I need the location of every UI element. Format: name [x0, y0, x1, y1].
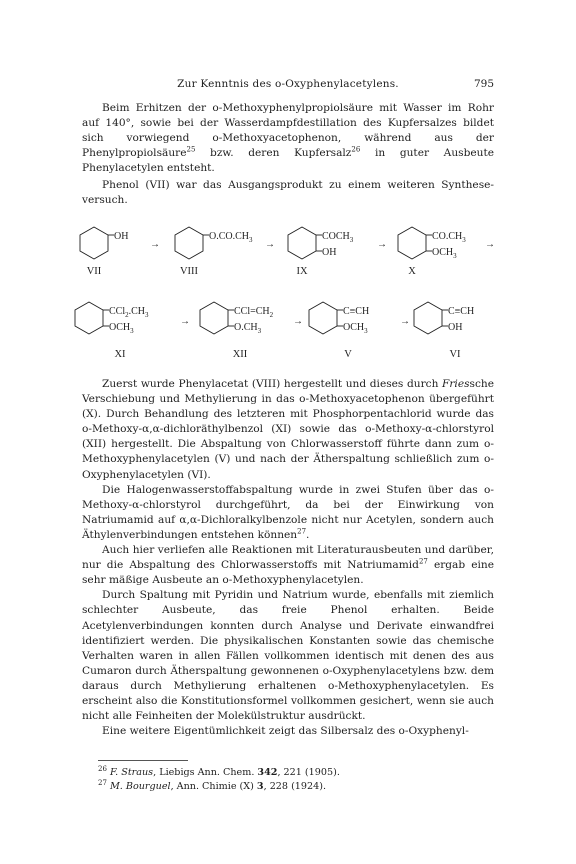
paragraph-2-text: Phenol (VII) war das Ausgangsprodukt zu einem weiteren Synthese-versuch.: [82, 179, 494, 207]
subscript: 2: [125, 311, 129, 319]
compound-label: VIII: [179, 266, 199, 277]
substituent: O.CH: [234, 322, 258, 333]
footnote-text: , Ann. Chimie (X): [170, 781, 257, 792]
subscript: 3: [349, 236, 354, 244]
paragraph-1-text: Beim Erhitzen der o-Methoxyphenylpropiolsäure mit Wasser im Rohr auf 140°, sowie bei der Wasserdampfdestillation des Kupfersalzes bildet sich vorwiegend o-Methoxyacetophenon, während aus der Phenylpropiolsäure: [82, 102, 494, 160]
footnotes: [82, 766, 494, 794]
reaction-arrow: →: [150, 239, 160, 250]
footnote-ref: 27: [418, 557, 428, 566]
substituent: O.CO.CH: [209, 231, 250, 242]
compound-label: VII: [86, 266, 102, 277]
paragraph-1-mid: bzw. deren Kupfersalz: [195, 147, 352, 160]
footnote-text: , Liebigs Ann. Chem.: [153, 767, 258, 778]
reaction-arrow: →: [180, 316, 190, 327]
svg-text:OCH3: [432, 247, 457, 260]
compound-XII: [200, 302, 274, 360]
paragraph-4: [82, 483, 494, 543]
subscript: 3: [130, 327, 134, 335]
footnote: [82, 780, 494, 794]
substituent: CCl: [109, 306, 126, 317]
compound-IX: [288, 227, 354, 277]
footnote-author: F. Straus: [109, 767, 154, 778]
paragraph-4-text: Die Halogenwasserstoffabspaltung wurde in zwei Stufen über das o-Methoxy-α-chlorstyrol durchgeführt, da bei der Einwirkung von Natriumamid auf α,α-Dichloralkylbenzole nicht nur Acetylen, sondern auch Äthylenverbindungen entstehen können: [82, 483, 494, 541]
reaction-arrow: →: [293, 316, 303, 327]
reaction-arrow: →: [485, 239, 495, 250]
compound-label: XI: [114, 349, 126, 360]
page-number: 795: [473, 78, 494, 90]
footnote-number: 26: [98, 764, 107, 773]
compound-VIII: [175, 227, 253, 277]
reaction-arrow: →: [377, 239, 387, 250]
substituent: COCH: [322, 231, 350, 242]
name-fries: Fries: [442, 378, 470, 390]
compound-label: IX: [296, 266, 308, 277]
subscript: 3: [145, 311, 149, 319]
paragraph-4-end: .: [306, 528, 310, 541]
svg-text:OCH3: [109, 322, 134, 335]
substituent: OCH: [432, 247, 454, 258]
paragraph-1-end: in guter Ausbeute Phenylacetylen entsteht.: [82, 147, 494, 175]
paragraph-3-text: Zuerst wurde Phenylacetat (VIII) hergestellt und dieses durch: [102, 378, 443, 390]
compound-V: [309, 302, 369, 360]
main-text: [82, 377, 494, 739]
footnote: [82, 766, 494, 780]
subscript: 3: [364, 327, 368, 335]
paragraph-3: [82, 377, 494, 483]
substituent: OCH: [109, 322, 131, 333]
paragraph-6: Durch Spaltung mit Pyridin und Natrium wurde, ebenfalls mit ziemlich schlechter Ausbeute, das freie Phenol erhalten. Beide Acetylenverbindungen konnten durch Analyse und Derivate einwandfrei identifiziert werden. Die physikalischen Konstanten sowie das chemische Verhalten waren in allen Fällen vollkommen identisch mit denen des aus Cumaron durch Ätherspaltung gewonnenen o-Oxyphenylacetylens bzw. dem daraus durch Methylierung erhaltenen o-Methoxyphenylacetylen. Es erscheint also die Konstitutionsformel vollkommen gesichert, wenn sie auch nicht alle Feinheiten der Molekülstruktur ausdrückt.: [82, 589, 494, 723]
compound-VII: [80, 227, 128, 277]
svg-text:O.CO.CH3: [209, 231, 253, 244]
compound-label: XII: [232, 349, 248, 360]
footnote-volume: 342: [257, 767, 278, 778]
paragraph-2: [82, 178, 494, 208]
footnote-volume: 3: [256, 781, 264, 792]
reaction-arrow: →: [265, 239, 275, 250]
footnote-text: , 221 (1905).: [277, 767, 340, 778]
page-header: [82, 78, 494, 94]
svg-text:CO.CH3: [432, 231, 466, 244]
compound-label: VI: [449, 349, 461, 360]
substituent: C≡CH: [343, 306, 370, 317]
svg-text:COCH3: [322, 231, 354, 244]
substituent: OH: [114, 231, 129, 242]
compound-XI: [75, 302, 149, 360]
svg-text:OCH3: [343, 322, 368, 335]
svg-text:O.CH3: [234, 322, 262, 335]
paragraph-5-rest: ergab eine sehr mäßige Ausbeute an o-Methoxyphenylacetylen.: [82, 559, 494, 587]
footnote-author: M. Bourguel: [109, 781, 171, 792]
paragraph-5: [82, 543, 494, 588]
reaction-scheme: [0, 212, 576, 382]
substituent: C≡CH: [448, 306, 475, 317]
footnote-number: 27: [98, 778, 107, 787]
subscript: 2: [269, 311, 274, 319]
paragraph-5-text: Auch hier verliefen alle Reaktionen mit Literaturausbeuten und darüber, nur die Abspaltung des Chlorwasserstoffs mit Natriumamid: [82, 544, 494, 572]
subscript: 3: [249, 236, 253, 244]
paragraph-7: Eine weitere Eigentümlichkeit zeigt das Silbersalz des o-Oxyphenyl-: [102, 725, 469, 738]
substituent: OH: [448, 322, 463, 333]
svg-text:CCl2.CH3: [109, 306, 149, 319]
paragraph-1: [82, 101, 494, 176]
reaction-arrow: →: [400, 316, 410, 327]
footnote-ref: 25: [186, 145, 196, 154]
compound-X: [398, 227, 466, 277]
paragraph-3-rest: sche Verschiebung und Methylierung in das o-Methoxyacetophenon übergeführt (X). Durch Behandlung des letzteren mit Phosphorpentachlorid wurde das o-Methoxy-α,α-dichloräthylbenzol (XI) sowie das o-Methoxy-α-chlorstyrol (XII) hergestellt. Die Abspaltung von Chlorwasserstoff führte dann zum o-Methoxyphenylacetylen (V) und nach der Ätherspaltung schließlich zum o-Oxyphenylacetylen (VI).: [82, 378, 494, 481]
substituent: CO.CH: [432, 231, 463, 242]
substituent: CCl=CH: [234, 306, 270, 317]
footnote-rule: [98, 760, 188, 761]
footnote-ref: 26: [351, 145, 361, 154]
substituent: .CH: [128, 306, 146, 317]
compound-VI: [414, 302, 474, 360]
running-title: Zur Kenntnis des o-Oxyphenylacetylens.: [177, 78, 399, 90]
compound-label: V: [344, 349, 352, 360]
footnote-ref: 27: [297, 527, 307, 536]
footnote-text: , 228 (1924).: [263, 781, 327, 792]
substituent: OH: [322, 247, 337, 258]
svg-text:CCl=CH2: [234, 306, 274, 319]
subscript: 3: [453, 252, 457, 260]
subscript: 3: [257, 327, 262, 335]
subscript: 3: [462, 236, 466, 244]
compound-label: X: [408, 266, 416, 277]
substituent: OCH: [343, 322, 365, 333]
